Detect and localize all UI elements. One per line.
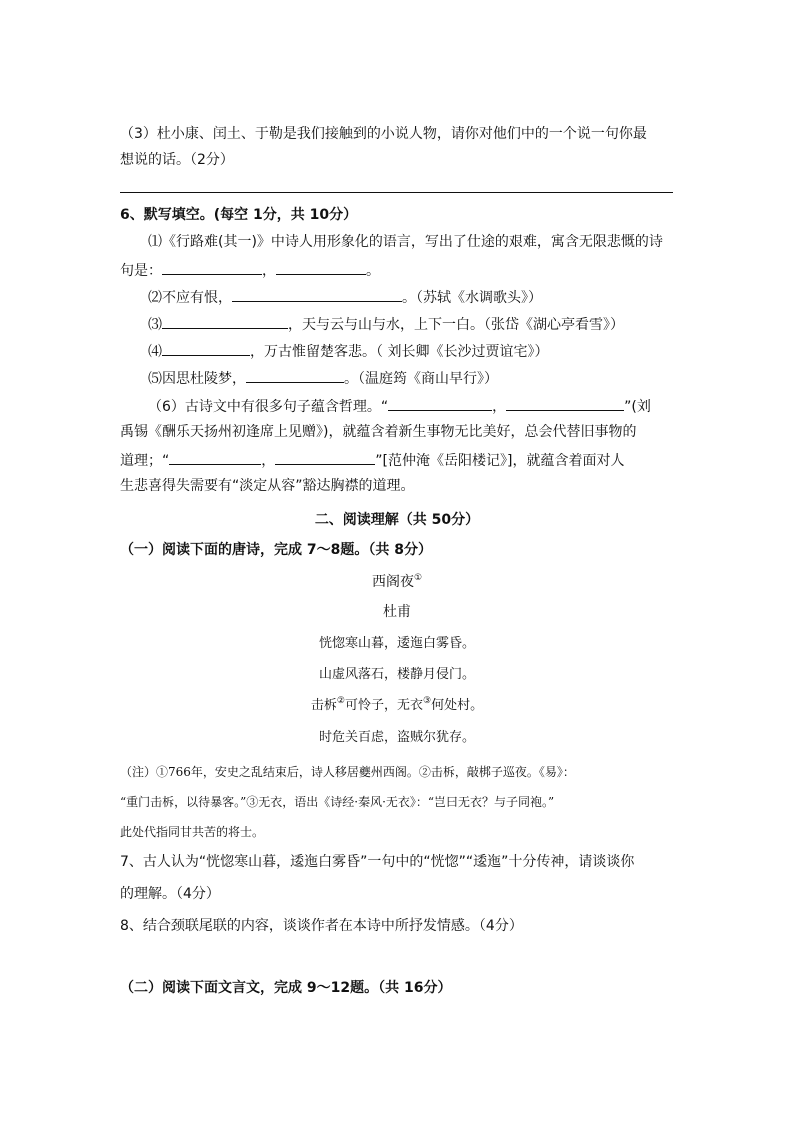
q7-line1: 7、古人认为“恍惚寒山暮，逶迤白雾昏”一句中的“恍惚”“逶迤”十分传神，请谈谈你 bbox=[120, 854, 635, 870]
q6-item1-text: ⑴《行路难(其一)》中诗人用形象化的语言，写出了仕途的艰难，寓含无限悲慨的诗 bbox=[148, 234, 663, 250]
poem-author: 杜甫 bbox=[383, 604, 411, 620]
section2-heading: 二、阅读理解（共 50分） bbox=[314, 512, 480, 528]
fill-blank[interactable] bbox=[506, 395, 624, 411]
note-line3: 此处代指同甘共苦的将士。 bbox=[120, 825, 265, 839]
q6-heading: 6、默写填空。(每空 1分，共 10分） bbox=[120, 207, 358, 223]
q6-item4-prefix: ⑷ bbox=[148, 344, 162, 360]
q6-item6-line4: 生悲喜得失需要有“淡定从容”豁达胸襟的道理。 bbox=[120, 478, 415, 494]
q6-item6-prefix: （6）古诗文中有很多句子蕴含哲理。“ bbox=[148, 399, 389, 415]
q6-item6-line3-sep: ， bbox=[261, 453, 276, 469]
q6-item4-suffix: ，万古惟留楚客悲。（ 刘长卿《长沙过贾谊宅》） bbox=[250, 344, 549, 360]
footnote-marker: ① bbox=[413, 573, 423, 583]
q6-item1-end: 。 bbox=[366, 263, 380, 279]
q6-item2-prefix: ⑵不应有恨， bbox=[148, 290, 232, 306]
q6-item5-prefix: ⑸因思杜陵梦， bbox=[148, 371, 246, 387]
q6-item6-sep: ， bbox=[492, 399, 507, 415]
fill-blank[interactable] bbox=[162, 313, 288, 329]
poem-line-3: 击柝②可怜子，无衣③何处村。 bbox=[310, 696, 484, 713]
part2-heading: （二）阅读下面文言文，完成 9～12题。（共 16分） bbox=[120, 980, 452, 996]
q6-item1-answer bbox=[120, 259, 380, 281]
part1-heading: （一）阅读下面的唐诗，完成 7～8题。（共 8分） bbox=[120, 542, 432, 558]
poem-line-1: 恍惚寒山暮，逶迤白雾昏。 bbox=[318, 636, 475, 651]
fill-blank[interactable] bbox=[276, 259, 366, 275]
fill-blank[interactable] bbox=[169, 449, 261, 465]
q6-item1-prefix: 句是： bbox=[120, 263, 162, 279]
q6-item6-line2: 禹锡《酬乐天扬州初逢席上见赠》)，就蕴含着新生事物无比美好，总会代替旧事物的 bbox=[120, 424, 637, 440]
q6-item6-line3-prefix: 道理；“ bbox=[120, 453, 170, 469]
q6-item2 bbox=[148, 286, 542, 308]
q6-item6-line3 bbox=[120, 449, 624, 471]
q6-item3-prefix: ⑶ bbox=[148, 317, 162, 333]
q6-item5 bbox=[148, 367, 498, 389]
q7-line2: 的理解。（4分） bbox=[120, 886, 220, 902]
q6-item6-line3-suffix: ”[范仲淹《岳阳楼记》]，就蕴含着面对人 bbox=[375, 453, 625, 469]
q6-item3 bbox=[148, 313, 624, 335]
footnote-marker: ③ bbox=[423, 696, 432, 706]
q6-item6-suffix: ”(刘 bbox=[624, 399, 651, 415]
footnote-marker: ② bbox=[336, 696, 345, 706]
q6-item4 bbox=[148, 340, 548, 362]
fill-blank[interactable] bbox=[275, 449, 375, 465]
q6-item2-suffix: 。（苏轼《水调歌头》） bbox=[402, 290, 542, 306]
fill-blank[interactable] bbox=[232, 286, 402, 302]
q8-line1: 8、结合颈联尾联的内容，谈谈作者在本诗中所抒发情感。（4分） bbox=[120, 918, 523, 934]
q6-item1-sep: ， bbox=[262, 263, 276, 279]
poem-line-2: 山虚风落石，楼静月侵门。 bbox=[318, 667, 475, 682]
note-line2: “重门击柝，以待暴客。”③无衣，语出《诗经·秦风·无衣》：“岂曰无衣？与子同袍。” bbox=[120, 795, 555, 809]
answer-line[interactable] bbox=[120, 192, 673, 193]
q3-line1: （3）杜小康、闰土、于勒是我们接触到的小说人物，请你对他们中的一个说一句你最 bbox=[120, 126, 647, 142]
fill-blank[interactable] bbox=[162, 259, 262, 275]
poem-title: 西阁夜① bbox=[371, 573, 423, 590]
q6-item5-suffix: 。（温庭筠《商山早行》） bbox=[344, 371, 498, 387]
q6-item6-line1 bbox=[148, 395, 651, 417]
q6-item3-suffix: ，天与云与山与水，上下一白。（张岱《湖心亭看雪》） bbox=[288, 317, 624, 333]
poem-line-4: 时危关百虑，盗贼尔犹存。 bbox=[318, 730, 475, 745]
fill-blank[interactable] bbox=[246, 367, 344, 383]
fill-blank[interactable] bbox=[388, 395, 492, 411]
note-line1: （注）①766年，安史之乱结束后，诗人移居夔州西阁。②击柝，敲梆子巡夜。《易》： bbox=[120, 765, 575, 779]
q3-line2: 想说的话。（2分） bbox=[120, 152, 234, 168]
fill-blank[interactable] bbox=[162, 340, 250, 356]
